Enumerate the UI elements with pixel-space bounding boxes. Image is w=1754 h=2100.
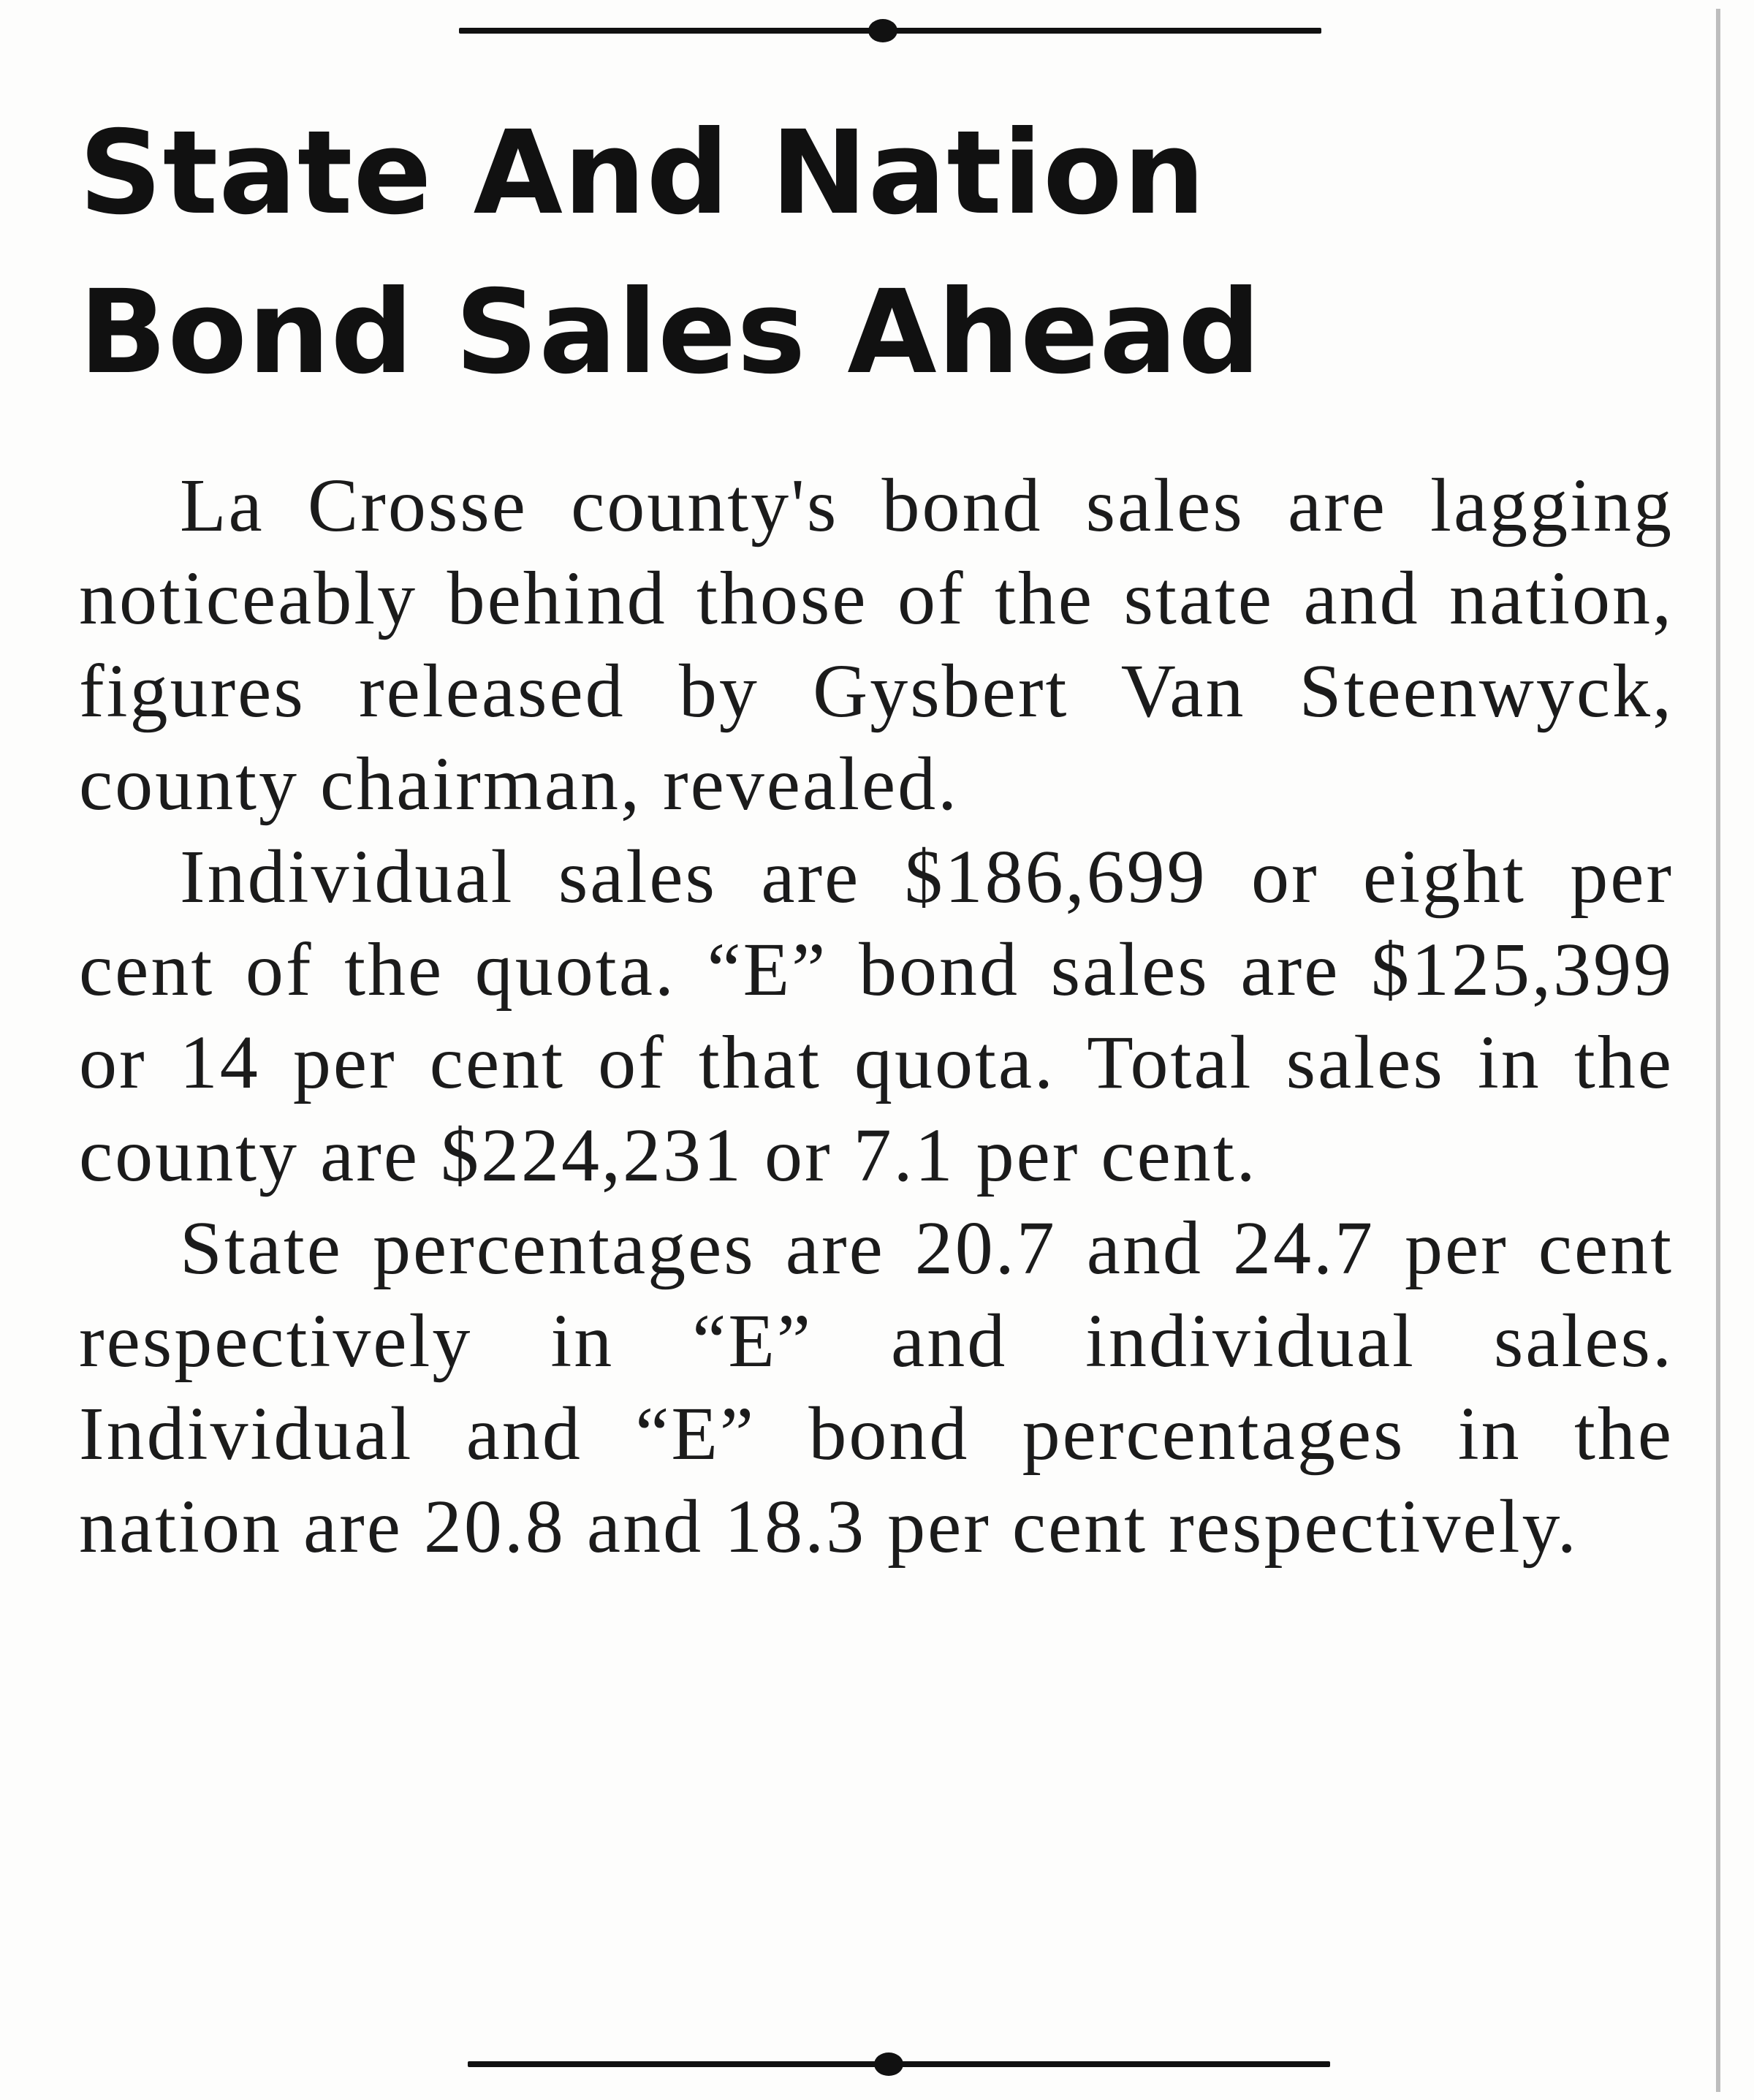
separator-dot xyxy=(874,2052,903,2076)
headline-line-2: Bond Sales Ahead xyxy=(79,265,1261,400)
headline xyxy=(79,94,1365,412)
paragraph-3: State percentages are 20.7 and 24.7 per cent respectively in “E” and individual sales. Individual and “E” bond percentages in the nation are 20.8 and 18.3 per cent respectively. xyxy=(79,1206,1674,1569)
article-body xyxy=(79,459,1674,1573)
paragraph-1: La Crosse county's bond sales are lagging noticeably behind those of the state and nation, figures released by Gysbert Van Steenwyck, county chairman, revealed. xyxy=(79,463,1674,826)
top-separator-rule xyxy=(459,28,1321,34)
bottom-separator-rule xyxy=(468,2061,1330,2067)
separator-dot xyxy=(868,19,897,42)
headline-line-1: State And Nation xyxy=(79,106,1207,240)
column-divider xyxy=(1716,9,1720,2092)
paragraph-2: Individual sales are $186,699 or eight per cent of the quota. “E” bond sales are $125,399 or 14 per cent of that quota. Total sales in the county are $224,231 or 7.1 per cent. xyxy=(79,835,1674,1197)
